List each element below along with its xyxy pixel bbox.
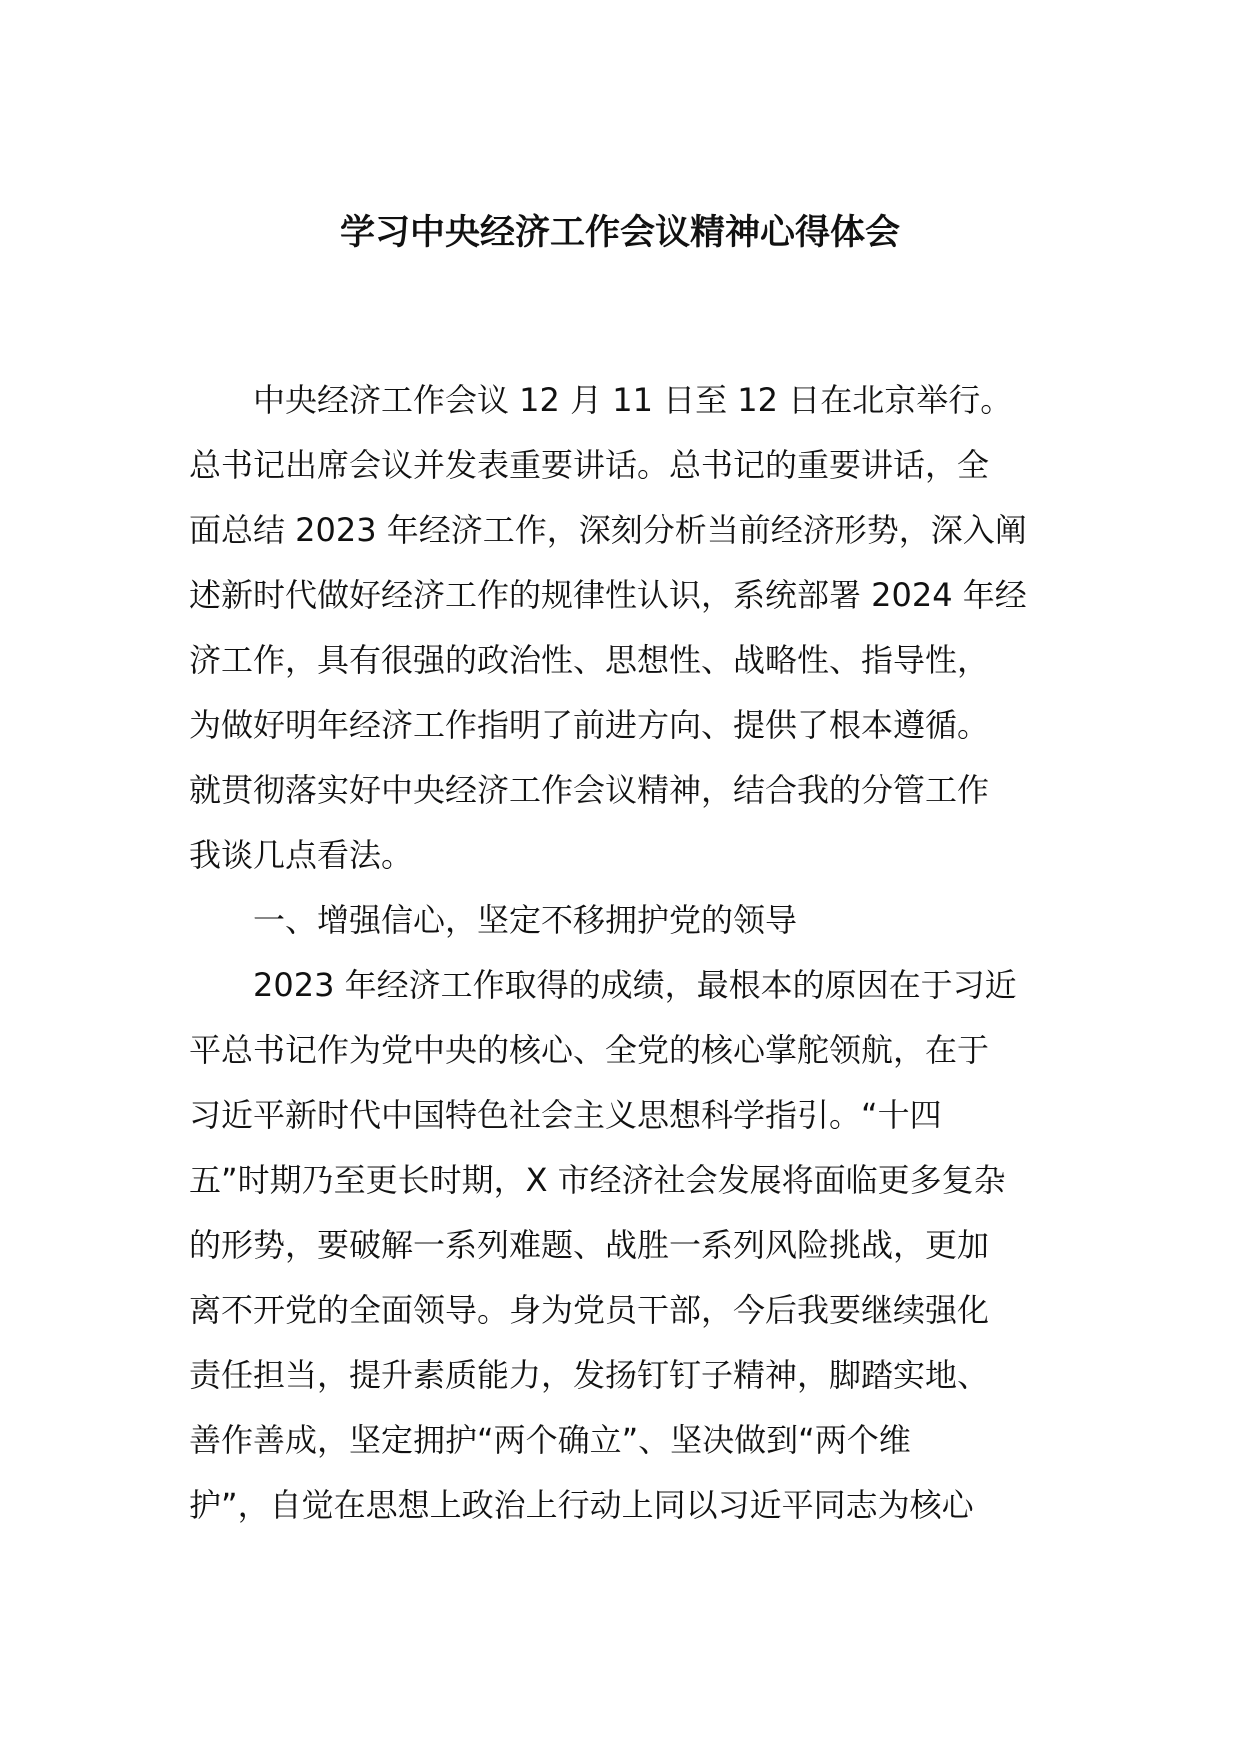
- text-line: 中央经济工作会议 12 月 11 日至 12 日在北京举行。: [253, 381, 1013, 419]
- text-line: 责任担当，提升素质能力，发扬钉钉子精神，脚踏实地、: [189, 1356, 990, 1394]
- text-line: 平总书记作为党中央的核心、全党的核心掌舵领航，在于: [189, 1031, 990, 1069]
- document-body: [189, 368, 1059, 1538]
- text-line: 五”时期乃至更长时期，X 市经济社会发展将面临更多复杂: [189, 1161, 1006, 1199]
- section-heading: [189, 888, 1059, 953]
- text-line: 护”，自觉在思想上政治上行动上同以习近平同志为核心: [189, 1486, 974, 1524]
- paragraph-section-one: [189, 953, 1059, 1538]
- text-line: 我谈几点看法。: [189, 836, 414, 874]
- text-line: 善作善成，坚定拥护“两个确立”、坚决做到“两个维: [189, 1421, 911, 1459]
- text-line: 的形势，要破解一系列难题、战胜一系列风险挑战，更加: [189, 1226, 990, 1264]
- text-line: 济工作，具有很强的政治性、思想性、战略性、指导性，: [189, 641, 990, 679]
- text-line: 总书记出席会议并发表重要讲话。总书记的重要讲话，全: [189, 446, 990, 484]
- text-line: 述新时代做好经济工作的规律性认识，系统部署 2024 年经: [189, 576, 1027, 614]
- section-heading-text: 一、增强信心，坚定不移拥护党的领导: [253, 901, 798, 939]
- text-line: 就贯彻落实好中央经济工作会议精神，结合我的分管工作: [189, 771, 990, 809]
- text-line: 为做好明年经济工作指明了前进方向、提供了根本遵循。: [189, 706, 990, 744]
- text-line: 习近平新时代中国特色社会主义思想科学指引。“十四: [189, 1096, 942, 1134]
- paragraph-intro: [189, 368, 1059, 888]
- document-title: 学习中央经济工作会议精神心得体会: [339, 213, 900, 253]
- text-line: 2023 年经济工作取得的成绩，最根本的原因在于习近: [253, 966, 1017, 1004]
- text-line: 离不开党的全面领导。身为党员干部，今后我要继续强化: [189, 1291, 990, 1329]
- text-line: 面总结 2023 年经济工作，深刻分析当前经济形势，深入阐: [189, 511, 1027, 549]
